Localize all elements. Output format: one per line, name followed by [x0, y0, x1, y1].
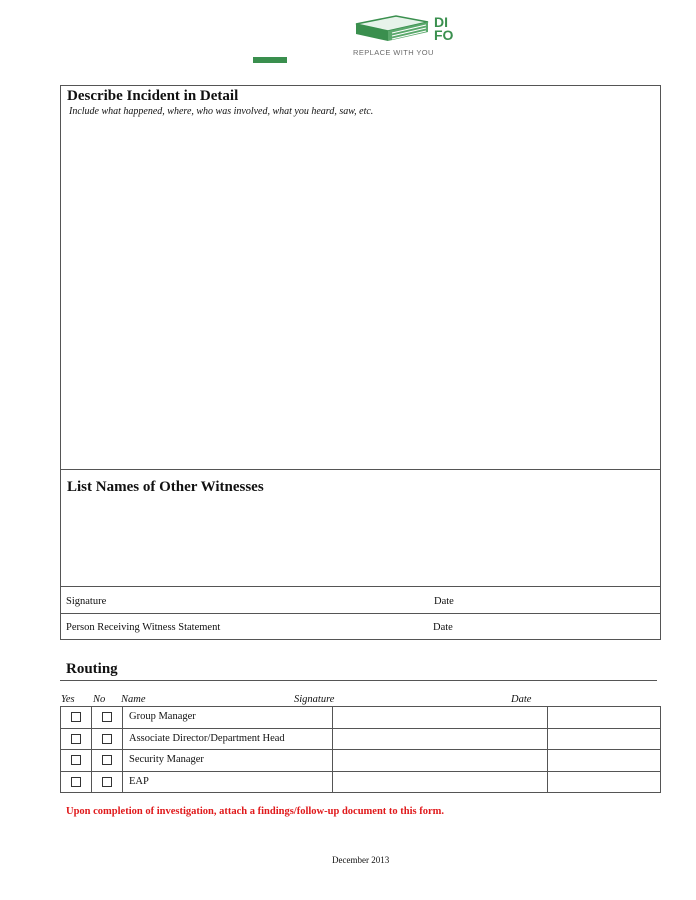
person-receiving-label: Person Receiving Witness Statement: [66, 622, 221, 633]
no-checkbox[interactable]: [102, 777, 112, 787]
column-header-no: No: [93, 694, 106, 705]
describe-incident-section[interactable]: [61, 86, 660, 470]
routing-divider: [60, 680, 657, 681]
no-checkbox[interactable]: [102, 734, 112, 744]
column-divider: [547, 707, 548, 792]
logo-wordmark-line1: DI: [434, 14, 448, 30]
yes-checkbox[interactable]: [71, 755, 81, 765]
routing-title: Routing: [66, 661, 118, 677]
yes-checkbox[interactable]: [71, 734, 81, 744]
describe-incident-heading: Describe Incident in Detail: [67, 88, 239, 104]
routing-row-name: Group Manager: [129, 711, 196, 722]
book-stack-icon: [352, 14, 432, 46]
describe-incident-instruction: Include what happened, where, who was involved, what you heard, saw, etc.: [69, 106, 374, 117]
no-checkbox[interactable]: [102, 712, 112, 722]
column-divider: [122, 707, 123, 792]
routing-row-name: Associate Director/Department Head: [129, 732, 285, 744]
signature-row[interactable]: [61, 587, 660, 614]
routing-row: [61, 729, 660, 751]
logo-wordmark: [434, 16, 453, 42]
column-header-signature: Signature: [294, 694, 335, 705]
person-receiving-row[interactable]: [61, 614, 660, 640]
routing-row: [61, 707, 660, 729]
header-accent-bar: [253, 57, 287, 63]
signature-label: Signature: [66, 596, 107, 607]
other-witnesses-heading: List Names of Other Witnesses: [67, 479, 264, 495]
routing-row: [61, 772, 660, 794]
signature-date-label: Date: [434, 596, 454, 607]
routing-table: [60, 706, 661, 793]
logo-tagline: REPLACE WITH YOU: [353, 48, 434, 57]
footer-date: December 2013: [332, 855, 390, 865]
routing-row-name: Security Manager: [129, 754, 204, 765]
yes-checkbox[interactable]: [71, 712, 81, 722]
other-witnesses-section[interactable]: [61, 470, 660, 587]
routing-row: [61, 750, 660, 772]
person-receiving-date-label: Date: [433, 622, 453, 633]
witness-statement-form: [60, 85, 661, 640]
column-divider: [91, 707, 92, 792]
column-header-date: Date: [511, 694, 532, 705]
routing-row-name: EAP: [129, 775, 149, 787]
column-header-name: Name: [121, 694, 146, 705]
completion-note: Upon completion of investigation, attach a findings/follow-up document to this form.: [66, 806, 445, 817]
yes-checkbox[interactable]: [71, 777, 81, 787]
no-checkbox[interactable]: [102, 755, 112, 765]
company-logo: [352, 14, 472, 60]
logo-wordmark-line2: FO: [434, 27, 454, 43]
column-header-yes: Yes: [61, 694, 75, 705]
column-divider: [332, 707, 333, 792]
